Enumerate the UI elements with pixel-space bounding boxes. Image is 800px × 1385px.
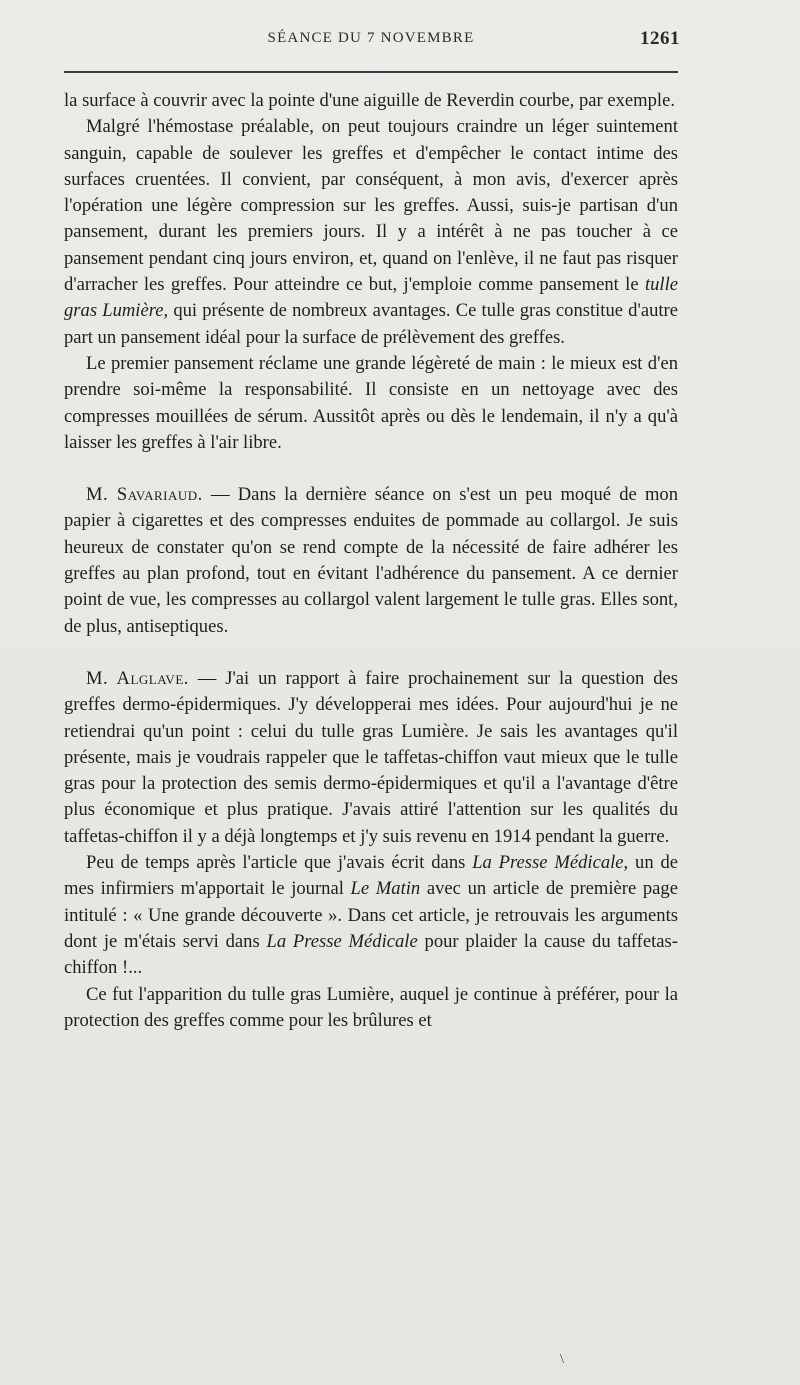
paragraph-6-d: pour plaider la cause du taffetas-chiffon !... [64, 930, 678, 979]
speaker-alglave: M. Alglave. [86, 667, 189, 689]
paragraph-6 [64, 850, 678, 981]
paragraph-6-italic-1: La Presse Médicale [472, 852, 624, 874]
paragraph-6-b: , un de mes infirmiers m'apportait le journal [64, 852, 678, 900]
paragraph-2-end: , qui présente de nombreux avantages. Ce tulle gras constitue d'autre part un pansement idéal pour la surface de prélèvement des greffes. [64, 300, 678, 348]
paragraph-savariaud-text: — Dans la dernière séance on s'est un peu moqué de mon papier à cigarettes et des compresses enduites de pommade au collargol. Je suis heureux de constater qu'on se rend compte de la nécessité de faire adhérer les greffes au plan profond, tout en évitant l'adhérence du pansement. A ce dernier point de vue, les compresses au collargol valent largement le tulle gras. Elles sont, de plus, antiseptiques. [64, 484, 678, 637]
speaker-savariaud: M. Savariaud. [86, 484, 203, 506]
paragraph-savariaud [64, 482, 678, 640]
footer-mark: \ [560, 1352, 564, 1367]
paragraph-2 [64, 114, 678, 351]
paragraph-6-c: avec un article de première page intitulé : « Une grande découverte ». Dans cet article, je retrouvais les arguments dont je m'étais servi dans [64, 878, 678, 952]
running-head: SÉANCE DU 7 NOVEMBRE [267, 30, 475, 46]
paragraph-3: Le premier pansement réclame une grande légèreté de main : le mieux est d'en prendre soi-même la responsabilité. Il consiste en un nettoyage avec des compresses mouillées de sérum. Aussitôt après ou dès le lendemain, il n'y a qu'à laisser les greffes à l'air libre. [64, 352, 678, 453]
paragraph-6-italic-3: La Presse Médicale [266, 930, 418, 952]
paragraph-2-text: Malgré l'hémostase préalable, on peut toujours craindre un léger suintement sanguin, capable de soulever les greffes et d'empêcher le contact intime des surfaces cruentées. Il convient, par conséquent, à mon avis, d'exercer après l'opération une légère compression sur les greffes. Aussi, suis-je partisan d'un pansement, durant les premiers jours. Il y a intérêt à ne pas toucher à ce pansement pendant cinq jours environ, et, quand on l'enlève, il ne faut pas risquer d'arracher les greffes. Pour atteindre ce but, j'emploie comme pansement le [64, 116, 678, 296]
paragraph-6-italic-2: Le Matin [350, 878, 421, 900]
page-header [62, 30, 680, 54]
paragraph-alglave-text: — J'ai un rapport à faire prochainement sur la question des greffes dermo-épidermiques. J'y développerai mes idées. Pour aujourd'hui je ne retiendrai qu'un point : celui du tulle gras Lumière. Je sais les avantages qu'il présente, mais je voudrais rappeler que le taffetas-chiffon vaut mieux que le tulle gras pour la protection des semis dermo-épidermiques et qu'il a l'avantage d'être plus économique et plus pratique. J'avais attiré l'attention sur les qualités du taffetas-chiffon il y a déjà longtemps et j'y suis revenu en 1914 pendant la guerre. [64, 667, 678, 847]
paragraph-alglave [64, 666, 678, 850]
header-rule [64, 71, 678, 73]
body-text [64, 88, 678, 1034]
paragraph-6-a: Peu de temps après l'article que j'avais écrit dans [86, 852, 466, 874]
page-number: 1261 [640, 28, 680, 49]
paragraph-1: la surface à couvrir avec la pointe d'une aiguille de Reverdin courbe, par exemple. [64, 90, 675, 111]
paragraph-7: Ce fut l'apparition du tulle gras Lumière, auquel je continue à préférer, pour la protection des greffes comme pour les brûlures et [64, 983, 678, 1031]
paragraph-2-italic: tulle gras Lumière [64, 274, 679, 322]
